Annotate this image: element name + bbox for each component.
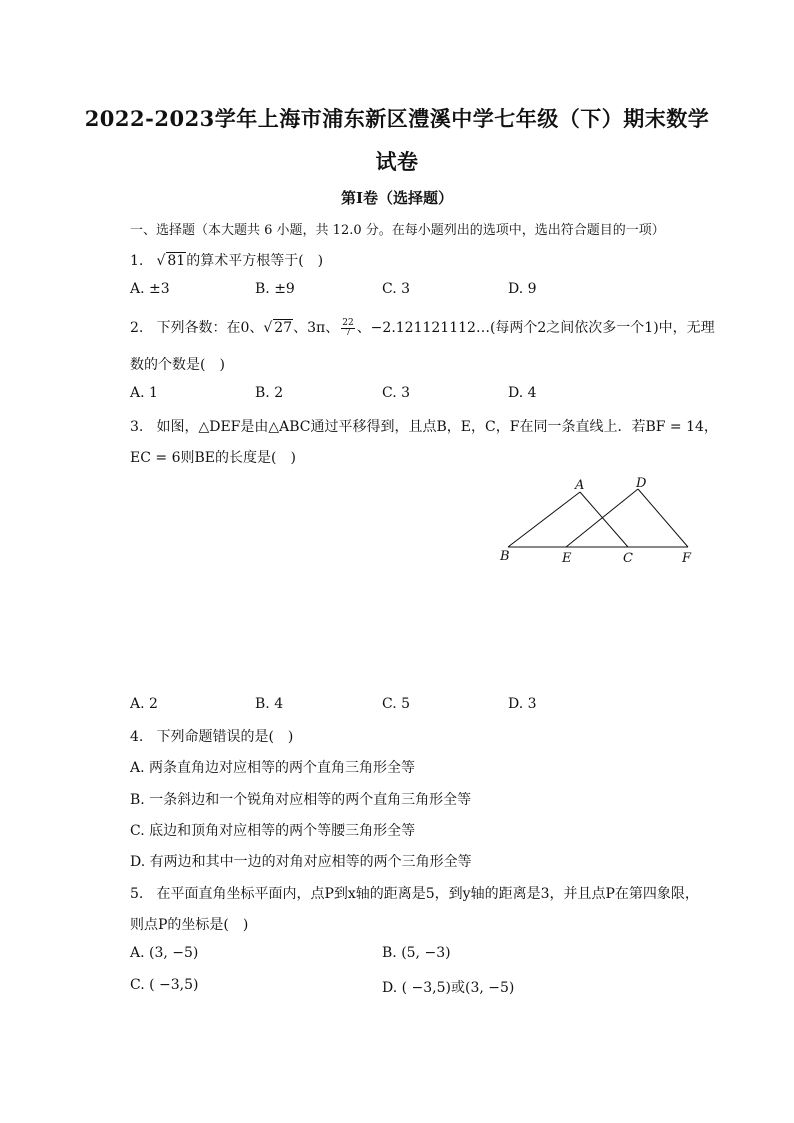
question-text: 下列各数：在0、 — [156, 320, 264, 336]
point-label-b: B — [500, 549, 510, 564]
q1-option-b[interactable]: B. ±9 — [255, 281, 295, 297]
question-4 — [130, 726, 293, 746]
q3-option-d[interactable]: D. 3 — [508, 696, 537, 712]
page-title: 2022-2023学年上海市浦东新区澧溪中学七年级（下）期末数学 — [84, 106, 710, 131]
q2-option-b[interactable]: B. 2 — [255, 385, 284, 401]
q2-option-a[interactable]: A. 1 — [130, 385, 158, 401]
q5-option-b[interactable]: B. (5, −3) — [382, 945, 451, 961]
question-text-post: 、−2.121121112…(每两个2之间依次多一个1)中，无理 — [356, 320, 715, 336]
question-text: 如图，△DEF是由△ABC通过平移得到，且点B，E，C，F在同一条直线上．若BF = 14， — [156, 419, 718, 435]
q5-option-c[interactable]: C. ( −3,5) — [130, 977, 199, 993]
q4-option-d[interactable]: D. 有两边和其中一边的对角对应相等的两个三角形全等 — [130, 854, 472, 870]
question-number: 2. — [130, 320, 144, 336]
q2-option-d[interactable]: D. 4 — [508, 385, 537, 401]
q3-option-a[interactable]: A. 2 — [130, 696, 158, 712]
radicand: 81 — [167, 253, 186, 269]
question-number: 5. — [130, 886, 144, 902]
question-2-line-2: 数的个数是( ) — [130, 357, 225, 373]
point-label-c: C — [623, 551, 633, 566]
q1-option-d[interactable]: D. 9 — [508, 281, 537, 297]
question-text: 在平面直角坐标平面内，点P到x轴的距离是5，到y轴的距离是3，并且点P在第四象限， — [156, 886, 699, 902]
q3-option-c[interactable]: C. 5 — [382, 696, 411, 712]
question-5-line-2: 则点P的坐标是( ) — [130, 917, 249, 933]
page-title-continued: 试卷 — [375, 149, 419, 174]
point-label-a: A — [575, 478, 585, 493]
q5-option-d[interactable]: D. ( −3,5)或(3, −5) — [382, 980, 515, 996]
segment-df — [638, 489, 688, 547]
point-label-d: D — [636, 476, 647, 491]
translation-figure — [490, 470, 710, 570]
segment-ed — [566, 489, 638, 547]
fraction — [341, 319, 354, 338]
question-3 — [130, 416, 718, 436]
fraction-denominator: 7 — [345, 327, 351, 338]
q1-option-c[interactable]: C. 3 — [382, 281, 411, 297]
part-heading: 第I卷（选择题） — [340, 189, 454, 207]
point-label-e: E — [562, 551, 572, 566]
q4-option-a[interactable]: A. 两条直角边对应相等的两个直角三角形全等 — [130, 760, 416, 776]
sqrt-icon: √ — [156, 253, 166, 269]
question-1 — [130, 250, 323, 270]
q4-option-b[interactable]: B. 一条斜边和一个锐角对应相等的两个直角三角形全等 — [130, 792, 472, 808]
section-heading: 一、选择题（本大题共 6 小题，共 12.0 分。在每小题列出的选项中，选出符合题目的一项） — [130, 223, 665, 238]
radicand: 27 — [274, 320, 293, 336]
question-3-line-2: EC = 6则BE的长度是( ) — [130, 450, 296, 466]
question-2 — [130, 317, 715, 338]
question-5 — [130, 883, 699, 903]
question-text: 下列命题错误的是( ) — [156, 729, 294, 745]
segment-ab — [508, 492, 580, 547]
question-number: 1. — [130, 253, 144, 269]
question-number: 4. — [130, 729, 144, 745]
fraction-numerator: 22 — [342, 317, 354, 328]
q1-option-a[interactable]: A. ±3 — [130, 281, 170, 297]
question-text: 的算术平方根等于( ) — [186, 253, 324, 269]
q2-option-c[interactable]: C. 3 — [382, 385, 411, 401]
segment-ac — [580, 492, 628, 547]
sqrt-icon: √ — [263, 320, 273, 336]
q4-option-c[interactable]: C. 底边和顶角对应相等的两个等腰三角形全等 — [130, 823, 416, 839]
q3-option-b[interactable]: B. 4 — [255, 696, 284, 712]
question-number: 3. — [130, 419, 144, 435]
point-label-f: F — [682, 551, 692, 566]
question-text-mid: 、3π、 — [293, 320, 340, 336]
q5-option-a[interactable]: A. (3, −5) — [130, 945, 199, 961]
